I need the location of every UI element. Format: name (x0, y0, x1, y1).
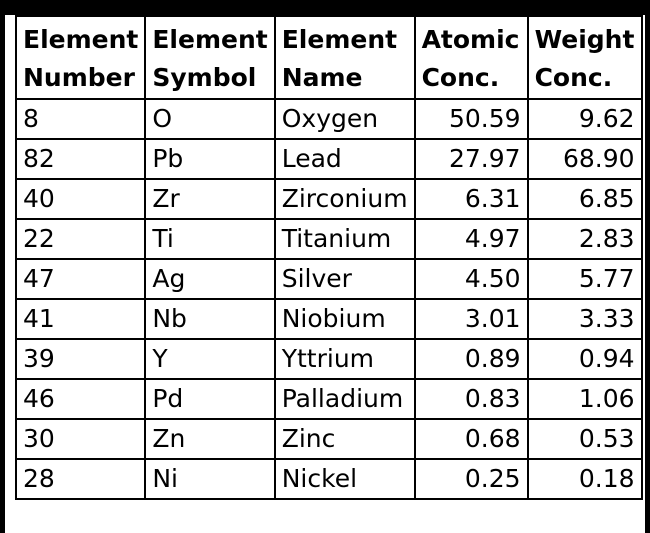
cell-element-number: 82 (16, 139, 145, 179)
right-border-bar (645, 0, 650, 533)
cell-element-symbol: Ni (145, 459, 274, 499)
cell-element-symbol: Nb (145, 299, 274, 339)
header-element-number (16, 16, 145, 99)
cell-element-symbol: Zn (145, 419, 274, 459)
cell-weight-conc: 0.53 (528, 419, 642, 459)
cell-weight-conc: 5.77 (528, 259, 642, 299)
table-row (16, 459, 642, 499)
header-line: Name (281, 62, 363, 92)
cell-element-name: Niobium (275, 299, 415, 339)
cell-element-name: Silver (275, 259, 415, 299)
cell-atomic-conc: 0.68 (415, 419, 528, 459)
cell-weight-conc: 68.90 (528, 139, 642, 179)
cell-element-symbol: Pb (145, 139, 274, 179)
element-composition-table (15, 15, 643, 500)
cell-element-name: Lead (275, 139, 415, 179)
cell-element-symbol: Ti (145, 219, 274, 259)
cell-weight-conc: 9.62 (528, 99, 642, 139)
cell-element-number: 47 (16, 259, 145, 299)
cell-weight-conc: 0.94 (528, 339, 642, 379)
cell-element-name: Oxygen (275, 99, 415, 139)
cell-element-symbol: Zr (145, 179, 274, 219)
table-row (16, 339, 642, 379)
header-weight-conc (528, 16, 642, 99)
cell-atomic-conc: 4.50 (415, 259, 528, 299)
header-line: Conc. (534, 62, 613, 92)
cell-element-name: Zinc (275, 419, 415, 459)
cell-weight-conc: 0.18 (528, 459, 642, 499)
cell-atomic-conc: 27.97 (415, 139, 528, 179)
cell-element-name: Titanium (275, 219, 415, 259)
header-line: Symbol (152, 62, 257, 92)
header-line: Atomic (421, 24, 520, 54)
cell-atomic-conc: 6.31 (415, 179, 528, 219)
header-line: Element (23, 24, 139, 54)
header-line: Weight (534, 24, 635, 54)
table-row (16, 259, 642, 299)
top-border-bar (0, 0, 650, 15)
left-border-bar (0, 0, 5, 533)
table-row (16, 299, 642, 339)
cell-weight-conc: 3.33 (528, 299, 642, 339)
header-line: Element (152, 24, 268, 54)
cell-atomic-conc: 4.97 (415, 219, 528, 259)
cell-element-name: Zirconium (275, 179, 415, 219)
table-row (16, 139, 642, 179)
cell-element-symbol: Y (145, 339, 274, 379)
cell-element-symbol: O (145, 99, 274, 139)
cell-element-symbol: Ag (145, 259, 274, 299)
header-line: Conc. (421, 62, 500, 92)
cell-element-number: 40 (16, 179, 145, 219)
cell-element-name: Yttrium (275, 339, 415, 379)
table-row (16, 179, 642, 219)
cell-element-number: 28 (16, 459, 145, 499)
cell-element-number: 8 (16, 99, 145, 139)
cell-element-number: 22 (16, 219, 145, 259)
cell-element-name: Palladium (275, 379, 415, 419)
header-element-name (275, 16, 415, 99)
table-row (16, 99, 642, 139)
cell-element-number: 46 (16, 379, 145, 419)
header-atomic-conc (415, 16, 528, 99)
cell-atomic-conc: 0.83 (415, 379, 528, 419)
table-row (16, 419, 642, 459)
cell-atomic-conc: 0.89 (415, 339, 528, 379)
header-line: Element (281, 24, 398, 54)
cell-element-number: 39 (16, 339, 145, 379)
cell-weight-conc: 1.06 (528, 379, 642, 419)
cell-weight-conc: 2.83 (528, 219, 642, 259)
header-line: Number (23, 62, 135, 92)
cell-element-name: Nickel (275, 459, 415, 499)
cell-weight-conc: 6.85 (528, 179, 642, 219)
cell-element-number: 30 (16, 419, 145, 459)
header-element-symbol (145, 16, 274, 99)
table-row (16, 379, 642, 419)
cell-atomic-conc: 0.25 (415, 459, 528, 499)
cell-atomic-conc: 50.59 (415, 99, 528, 139)
table-row (16, 219, 642, 259)
cell-atomic-conc: 3.01 (415, 299, 528, 339)
cell-element-symbol: Pd (145, 379, 274, 419)
table-header-row (16, 16, 642, 99)
cell-element-number: 41 (16, 299, 145, 339)
